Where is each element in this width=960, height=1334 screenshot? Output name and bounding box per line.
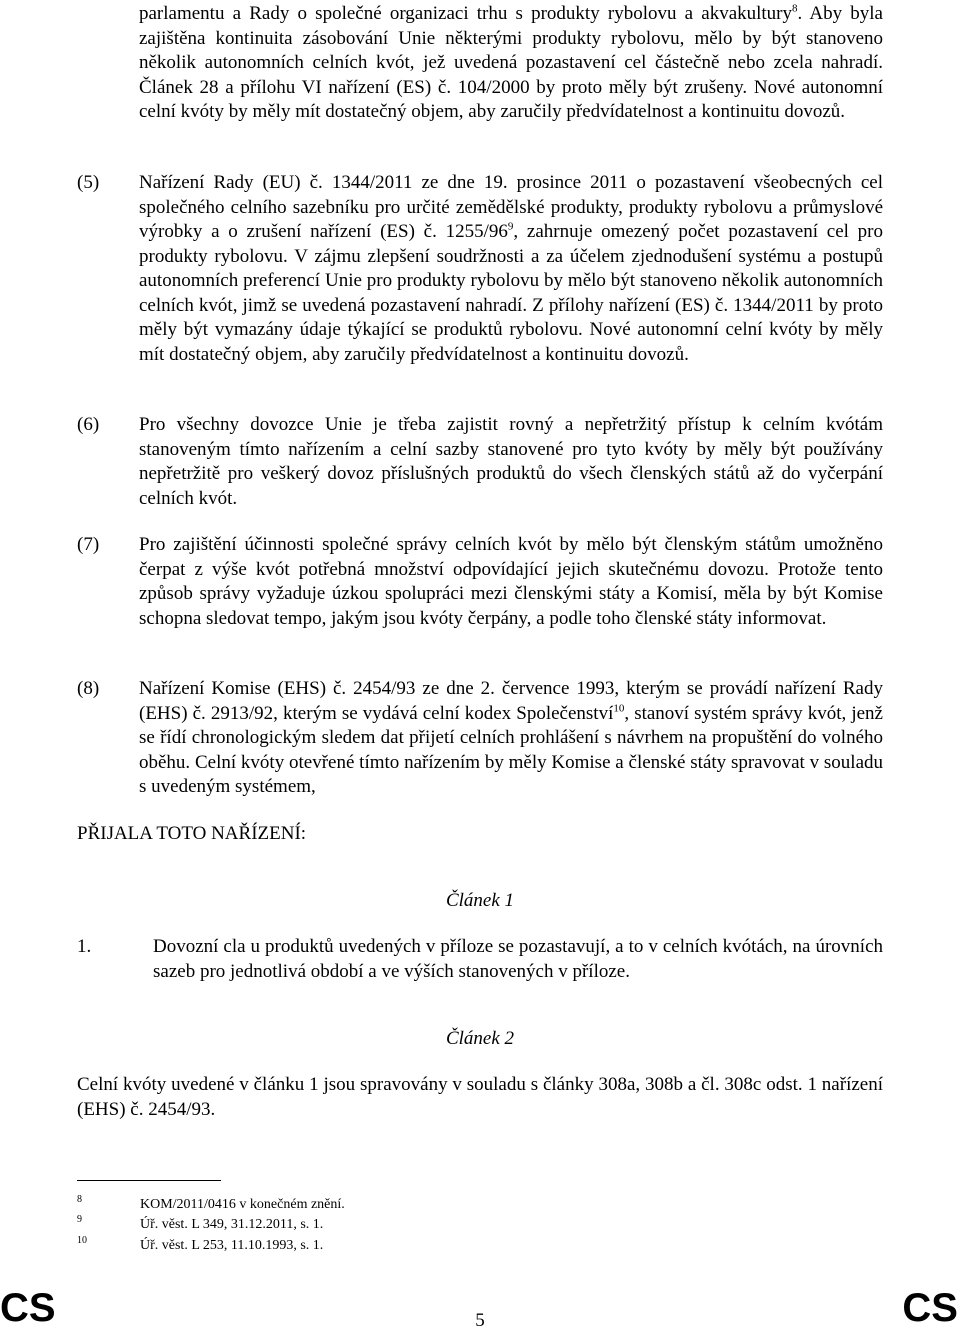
recital-4-text [139,2,883,125]
article-1-paragraph-number: 1. [77,936,92,957]
article-2-paragraph [77,1073,883,1122]
recital-8-text [139,677,883,800]
recital-8-part-a: Nařízení Komise (EHS) č. 2454/93 ze dne 2. července 1993, kterým se provádí nařízení Rady (EHS) č. 2913/92, kterým se vydává celní kodex Společenství [139,678,883,724]
recital-7-text: Pro zajištění účinnosti společné správy celních kvót by mělo být členským státům umožněno čerpat z výše kvót potřebná množství odpovídající jejich skutečnému dovozu. Protože tento způsob správy vyžaduje úzkou spolupráci mezi členskými státy a Komisí, měla by být Komise schopna sledovat tempo, jakým jsou kvóty čerpány, a podle toho členské státy informovat. [139,534,883,629]
article-2-title: Článek 2 [445,1028,515,1049]
recital-6 [139,413,883,511]
footnote-number: 10 [77,1235,87,1246]
recital-4-continuation [139,2,883,125]
footer-language-right: CS [902,1286,958,1330]
article-1-title: Článek 1 [445,890,515,911]
page-number: 5 [475,1310,485,1331]
footnote-text: Úř. věst. L 253, 11.10.1993, s. 1. [140,1238,324,1253]
enacting-formula: PŘIJALA TOTO NAŘÍZENÍ: [77,823,307,844]
recital-4-line1-end: . [797,3,803,24]
footnote-number: 9 [77,1214,82,1225]
recital-5-text [139,171,883,367]
footnote-ref-9[interactable]: 9 [507,220,514,233]
article-2-text: Celní kvóty uvedené v článku 1 jsou spravovány v souladu s články 308a, 308b a čl. 308c odst. 1 nařízení (EHS) č. 2454/93. [77,1074,883,1120]
recital-number: (7) [77,534,100,555]
footnote-separator [77,1180,221,1181]
footnote-ref-8[interactable]: 8 [792,2,798,15]
footnote-ref-10[interactable]: 10 [613,702,625,715]
recital-5-part-b: , zahrnuje omezený počet pozastavení cel pro produkty rybolovu. V zájmu zlepšení soudržnosti a za účelem zjednodušení systému a postupů autonomních preferencí Unie pro produkty rybolovu by mělo být stanoveno několik autonomních celních kvót, jimž se uvedená pozastavení nahradí. Z přílohy nařízení (ES) č. 1344/2011 by proto měly být vymazány údaje týkající se produktů rybolovu. Nové autonomní celní kvóty by měly mít dostatečný objem, aby zaručily předvídatelnost a kontinuitu dovozů. [139,221,883,365]
article-1-paragraph [153,935,883,984]
recital-number: (8) [77,678,100,699]
recital-4-body: Aby byla zajištěna kontinuita zásobování Unie některými produkty rybolovu, mělo by být stanoveno několik autonomních celních kvót, jež uvedená pozastavení cel částečně nebo zcela nahradí. Článek 28 a přílohu VI nařízení (ES) č. 104/2000 by proto měly být zrušeny. Nové autonomní celní kvóty by měly mít dostatečný objem, aby zaručily předvídatelnost a kontinuitu dovozů. [139,3,883,122]
article-1-text: Dovozní cla u produktů uvedených v příloze se pozastavují, a to v celních kvótách, na úrovních sazeb pro jednotlivá období a ve výších stanovených v příloze. [153,936,883,982]
recital-8 [139,677,883,800]
recital-5-part-a: Nařízení Rady (EU) č. 1344/2011 ze dne 19. prosince 2011 o pozastavení všeobecných cel společného celního sazebníku pro určité zemědělské produkty, produkty rybolovu a průmyslové výrobky a o zrušení nařízení (ES) č. 1255/96 [139,172,883,242]
recital-5 [139,171,883,367]
recital-8-part-b: , stanoví systém správy kvót, jenž se řídí chronologickým sledem dat přijetí celních prohlášení s návrhem na propuštění do volného oběhu. Celní kvóty otevřené tímto nařízením by měly Komise a členské státy spravovat v souladu s uvedeným systémem, [139,702,883,797]
footnote-text: Úř. věst. L 349, 31.12.2011, s. 1. [140,1217,324,1232]
recital-4-line1: parlamentu a Rady o společné organizaci trhu s produkty rybolovu a akvakultury [139,3,793,24]
footer-language-left: CS [0,1286,56,1330]
recital-6-text: Pro všechny dovozce Unie je třeba zajistit rovný a nepřetržitý přístup k celním kvótám stanoveným tímto nařízením a celní sazby stanovené pro tyto kvóty by měly být používány nepřetržitě pro veškerý dovoz příslušných produktů do všech členských států až do vyčerpání celních kvót. [139,414,883,509]
recital-number: (6) [77,414,100,435]
footnote-text: KOM/2011/0416 v konečném znění. [140,1197,345,1212]
recital-number: (5) [77,172,100,193]
recital-7 [139,533,883,631]
footnote-number: 8 [77,1194,82,1205]
